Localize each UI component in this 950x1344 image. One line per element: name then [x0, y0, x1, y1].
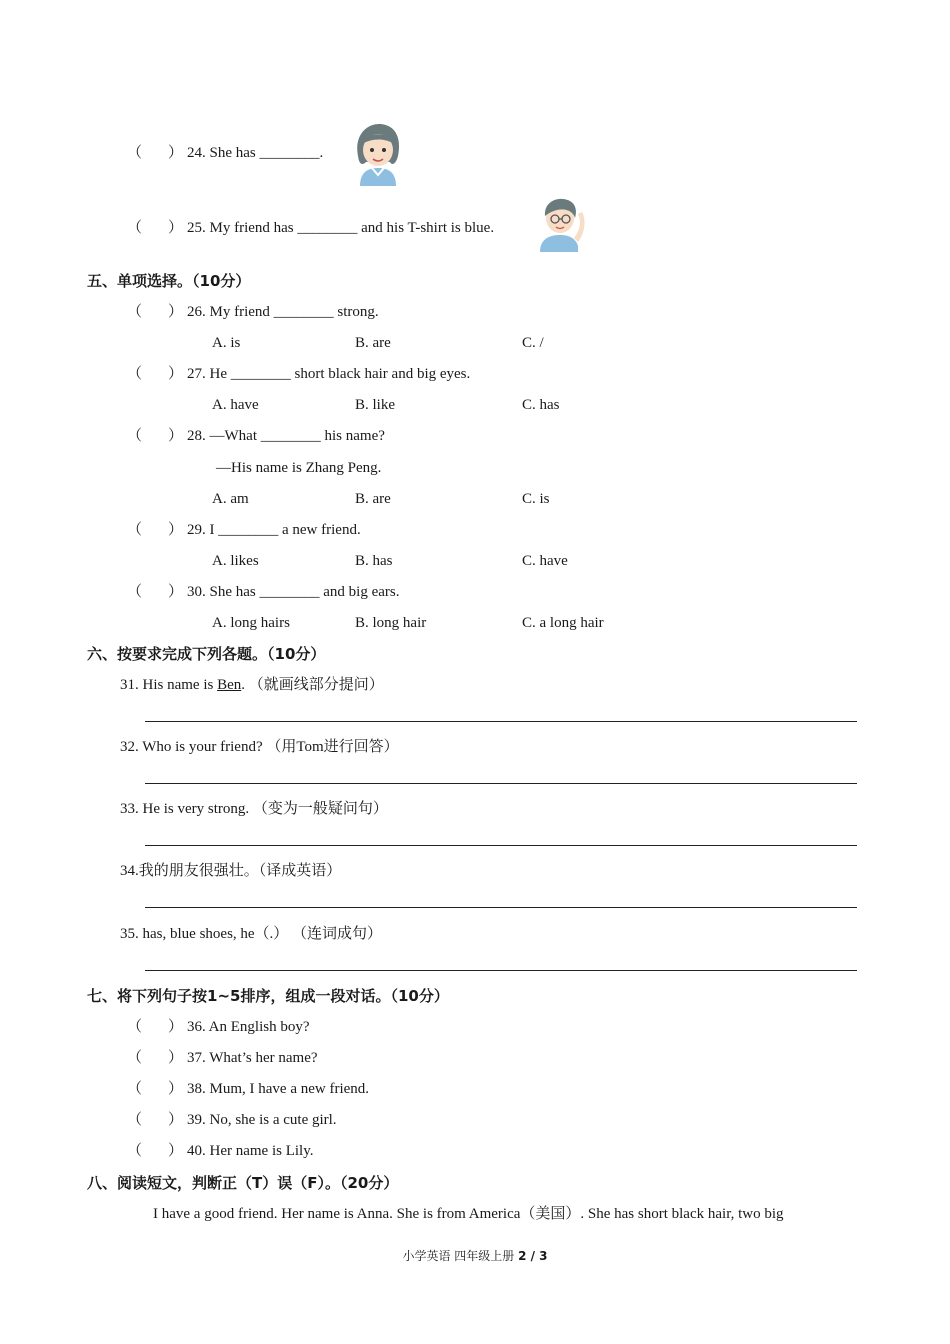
answer-line[interactable] [145, 845, 857, 846]
answer-paren-close: ） [168, 220, 184, 236]
answer-paren-close: ） [168, 1112, 184, 1128]
answer-paren-close: ） [168, 145, 184, 161]
page-number: 2 / 3 [518, 1249, 548, 1263]
section-7-title: 七、将下列句子按1~5排序，组成一段对话。（10分） [87, 987, 449, 1005]
dialog-item-40: 40. Her name is Lily. [187, 1143, 314, 1159]
answer-line[interactable] [145, 721, 857, 722]
question-31 [120, 676, 384, 694]
dialog-item-37: 37. What’s her name? [187, 1050, 318, 1066]
reading-passage: I have a good friend. Her name is Anna. She is from America（美国）. She has short black hair, two big [153, 1206, 784, 1222]
option-a: A. likes [212, 553, 259, 569]
answer-line[interactable] [145, 907, 857, 908]
answer-paren-open: （ [127, 145, 143, 161]
question-34: 34.我的朋友很强壮。（译成英语） [120, 863, 342, 879]
question-28: 28. —What ________ his name? [187, 428, 385, 444]
option-b: B. long hair [355, 615, 427, 631]
answer-paren-close: ） [168, 1050, 184, 1066]
answer-paren-open: （ [127, 522, 143, 538]
girl-illustration [352, 122, 404, 186]
option-b: B. has [355, 553, 393, 569]
answer-paren-open: （ [127, 304, 143, 320]
answer-paren-close: ） [168, 1081, 184, 1097]
question-28-reply: —His name is Zhang Peng. [216, 460, 382, 476]
answer-paren-open: （ [127, 1050, 143, 1066]
footer-label: 小学英语 四年级上册 [402, 1249, 519, 1263]
answer-paren-close: ） [168, 1019, 184, 1035]
question-30: 30. She has ________ and big ears. [187, 584, 400, 600]
question-29: 29. I ________ a new friend. [187, 522, 361, 538]
answer-paren-close: ） [168, 428, 184, 444]
option-b: B. like [355, 397, 395, 413]
question-31-underlined: Ben [217, 677, 242, 693]
option-c: C. / [522, 335, 544, 351]
answer-paren-close: ） [168, 1143, 184, 1159]
option-b: B. are [355, 491, 391, 507]
question-31-prefix: 31. His name is [120, 677, 218, 693]
answer-paren-open: （ [127, 1143, 143, 1159]
answer-line[interactable] [145, 783, 857, 784]
question-32: 32. Who is your friend? （用Tom进行回答） [120, 739, 399, 755]
dialog-item-39: 39. No, she is a cute girl. [187, 1112, 337, 1128]
answer-paren-close: ） [168, 522, 184, 538]
dialog-item-38: 38. Mum, I have a new friend. [187, 1081, 370, 1097]
question-35: 35. has, blue shoes, he（.） （连词成句） [120, 926, 383, 942]
answer-paren-open: （ [127, 1112, 143, 1128]
answer-paren-close: ） [168, 584, 184, 600]
question-31-suffix: . （就画线部分提问） [241, 677, 384, 693]
option-a: A. am [212, 491, 249, 507]
answer-line[interactable] [145, 970, 857, 971]
option-c: C. a long hair [522, 615, 604, 631]
question-24: 24. She has ________. [187, 145, 324, 161]
option-b: B. are [355, 335, 391, 351]
question-26: 26. My friend ________ strong. [187, 304, 379, 320]
question-33: 33. He is very strong. （变为一般疑问句） [120, 801, 388, 817]
answer-paren-close: ） [168, 304, 184, 320]
option-a: A. long hairs [212, 615, 290, 631]
option-a: A. have [212, 397, 259, 413]
dialog-item-36: 36. An English boy? [187, 1019, 310, 1035]
answer-paren-open: （ [127, 220, 143, 236]
answer-paren-open: （ [127, 1019, 143, 1035]
option-c: C. has [522, 397, 560, 413]
answer-paren-close: ） [168, 366, 184, 382]
answer-paren-open: （ [127, 1081, 143, 1097]
answer-paren-open: （ [127, 366, 143, 382]
section-5-title: 五、单项选择。（10分） [87, 272, 251, 290]
answer-paren-open: （ [127, 428, 143, 444]
section-8-title: 八、阅读短文，判断正（T）误（F）。（20分） [87, 1174, 399, 1192]
question-27: 27. He ________ short black hair and big eyes. [187, 366, 471, 382]
option-c: C. have [522, 553, 568, 569]
question-25: 25. My friend has ________ and his T-shirt is blue. [187, 220, 495, 236]
boy-illustration [538, 196, 588, 252]
page-footer [0, 1247, 950, 1264]
answer-paren-open: （ [127, 584, 143, 600]
option-a: A. is [212, 335, 241, 351]
section-6-title: 六、按要求完成下列各题。（10分） [87, 645, 326, 663]
option-c: C. is [522, 491, 550, 507]
